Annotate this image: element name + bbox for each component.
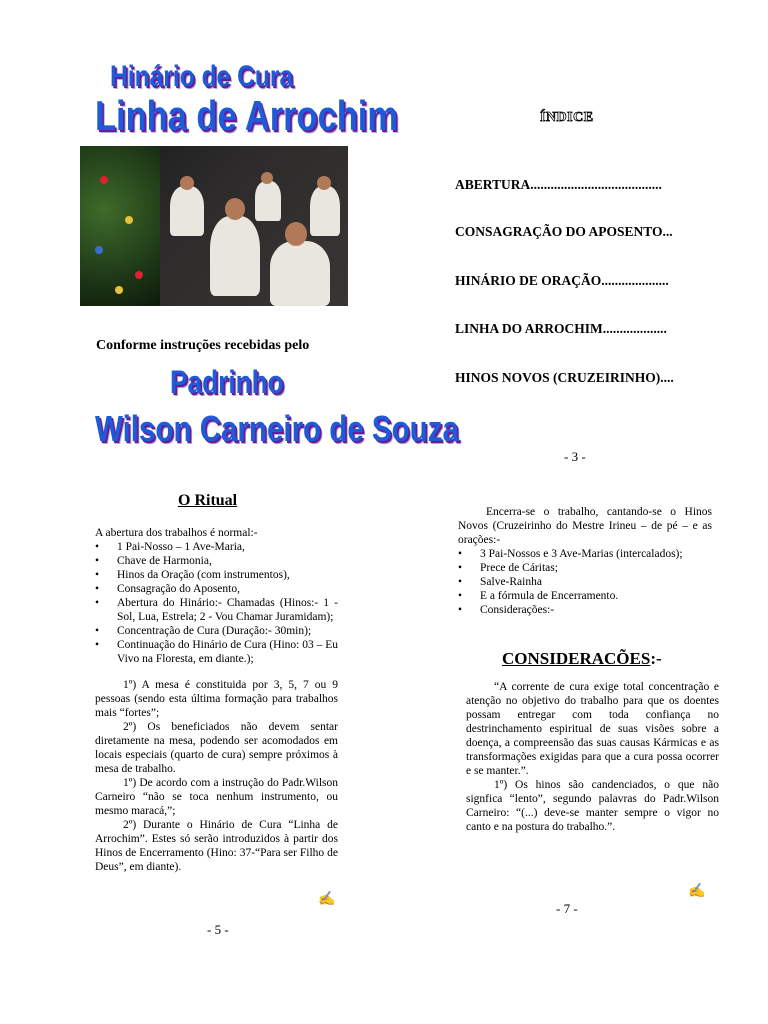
ritual-paragraph: 1º) A mesa é constituida por 3, 5, 7 ou 9 pessoas (sendo esta última formação para trabalhos mais “fortes”;	[95, 679, 338, 719]
closing-body	[458, 505, 712, 617]
considerations-body	[466, 680, 719, 834]
title-linha-de-arrochim: Linha de Arrochim	[95, 92, 398, 139]
ritual-body	[95, 526, 338, 874]
ritual-paragraph: 2º) Durante o Hinário de Cura “Linha de Arrochim”. Estes só serão introduzidos à partir dos Hinos de Encerramento (Hino: 37-“Para ser Filho de Deus”, em diante).	[95, 819, 338, 873]
considerations-paragraph: 1º) Os hinos são candenciados, o que não signfica “lento”, segundo palavras do Padr.Wilson Carneiro: “(...) deve-se manter sempre o vigor no canto e na postura do trabalho.”.	[466, 779, 719, 833]
list-item: • 3 Pai-Nossos e 3 Ave-Marias (intercalados);	[480, 547, 712, 561]
page-number-3: - 3 -	[564, 449, 586, 464]
list-item: • E a fórmula de Encerramento.	[480, 589, 712, 603]
index-item-abertura: ABERTURA.......................................	[455, 177, 662, 192]
list-item: • Consagração do Aposento,	[117, 582, 338, 596]
list-item: • Prece de Cáritas;	[480, 561, 712, 575]
index-item-linha-arrochim: LINHA DO ARROCHIM...................	[455, 321, 667, 336]
list-item: • Concentração de Cura (Duração:- 30min);	[117, 624, 338, 638]
title-hinario-de-cura: Hinário de Cura	[110, 60, 294, 93]
list-item: • Chave de Harmonia,	[117, 554, 338, 568]
ritual-paragraph: 2º) Os beneficiados não devem sentar diretamente na mesa, podendo ser acomodados em locais especiais (quarto de cura) sempre próximos à mesa de trabalho.	[95, 721, 338, 775]
pen-icon: ✍	[318, 892, 336, 907]
list-item: • Salve-Rainha	[480, 575, 712, 589]
ritual-intro: A abertura dos trabalhos é normal:-	[95, 527, 258, 539]
page-number-7: - 7 -	[556, 901, 578, 916]
index-item-hinario-oracao: HINÁRIO DE ORAÇÃO....................	[455, 273, 669, 288]
ritual-steps-list	[95, 540, 338, 666]
list-item: • Continuação do Hinário de Cura (Hino: 03 – Eu Vivo na Floresta, em diante.);	[117, 638, 338, 666]
index-item-consagracao: CONSAGRAÇÃO DO APOSENTO...	[455, 224, 673, 239]
ritual-paragraph: 1º) De acordo com a instrução do Padr.Wilson Carneiro “não se toca nenhum instrumento, ou mesmo maracá,”;	[95, 777, 338, 817]
considerations-title-text: CONSIDERACÕES	[502, 649, 651, 668]
considerations-title	[502, 649, 662, 669]
considerations-title-suffix: :-	[650, 649, 662, 668]
closing-steps-list	[458, 547, 712, 617]
index-item-hinos-novos: HINOS NOVOS (CRUZEIRINHO)....	[455, 370, 674, 385]
ritual-photo	[80, 146, 348, 306]
page-number-5: - 5 -	[207, 922, 229, 937]
list-item: • Abertura do Hinário:- Chamadas (Hinos:- 1 - Sol, Lua, Estrela; 2 - Vou Chamar Juramidam);	[117, 596, 338, 624]
index-title: ÍNDICE	[540, 110, 594, 125]
pen-icon: ✍	[688, 884, 706, 899]
closing-intro: Encerra-se o trabalho, cantando-se o Hinos Novos (Cruzeirinho do Mestre Irineu – de pé – e as orações:-	[458, 506, 712, 546]
list-item: • 1 Pai-Nosso – 1 Ave-Maria,	[117, 540, 338, 554]
name-padrinho: Padrinho	[170, 364, 284, 400]
name-wilson-carneiro: Wilson Carneiro de Souza	[95, 408, 459, 449]
list-item: • Considerações:-	[480, 603, 712, 617]
list-item: • Hinos da Oração (com instrumentos),	[117, 568, 338, 582]
considerations-paragraph: “A corrente de cura exige total concentração e atenção no objetivo do trabalho para que os doentes possam entregar com toda confiança no destrinchamento espiritual de suas visões sobre a doença, a compreensão das suas causas Kármicas e as transformações exigidas para que a cura possa ocorrer e se manter.”.	[466, 681, 719, 777]
subtitle-instructions: Conforme instruções recebidas pelo	[96, 338, 310, 353]
ritual-title: O Ritual	[178, 492, 238, 509]
christmas-tree-image	[80, 146, 160, 306]
